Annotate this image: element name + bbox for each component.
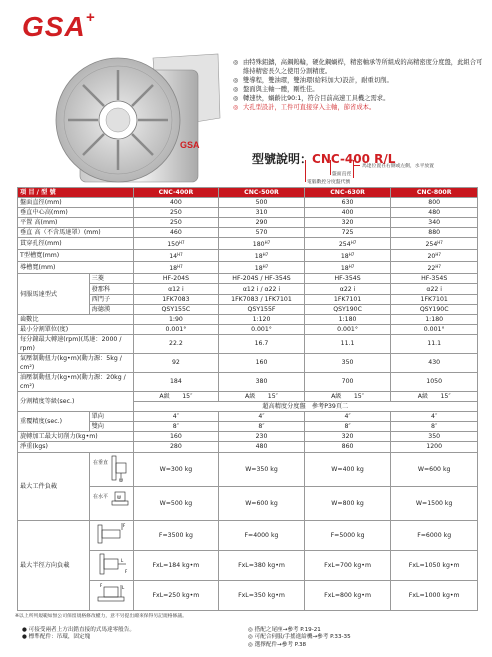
svg-text:W: W [116,494,121,500]
svg-text:L: L [121,584,124,590]
table-row: 雙向 8″ 8″ 8″ 8″ [18,422,478,432]
table-row: 盤面直徑(mm) 400 500 630 800 [18,198,478,208]
bullet-list-left: ● 可接受兩者上方出錯直接的式馬達零般告。 ● 標準配件：吊環，固定塊 [22,627,135,641]
model-note-diameter: 盤面直徑 [332,172,352,177]
product-badge: GSA [180,140,200,150]
table-row: 貫穿孔徑(mm) $150^{H7}$ $180^{H7}$ $254^{H7}$ $254^{H7}$ [18,238,478,250]
svg-text:L: L [120,557,123,563]
table-row: L F FxL=250 kg•m FxL=350 kg•m FxL=800 kg•m FxL=1000 kg•m [18,580,478,610]
feature-list [233,58,483,113]
feature-item: ◎ 轉速快，蝸齡比90:1，符合目前高速工具機之需求。 [233,94,483,103]
model-code: CNC-400 R/L [312,152,396,166]
table-row: 最小分割單位(度) 0.001° 0.001° 0.001° 0.001° [18,324,478,334]
table-row: 油壓制動扭力(kg•m)(動力源：20kg / cm²) 184 380 700 1050 [18,372,478,391]
svg-text:在水平: 在水平 [92,493,108,500]
table-row: 每分鐘最大轉速(rpm)(馬達：2000 / rpm) 22.2 16.7 11.1 11.1 [18,334,478,353]
feature-item: ◎ 由特殊鋁鑄，高鋼鎢輪，硬化鋼蝸桿，精密軸承等所組成的高精密度分度盤，此組合可維持精密長久之使用分割精度。 [233,58,483,76]
table-row: 淨重(kgs) 280 480 860 1200 [18,442,478,452]
table-row: 在水平 W W=500 kg W=600 kg W=800 kg W=1500 kg [18,486,478,520]
model-note-motor: 馬達位置在右側或左側，水平放置 [362,164,434,169]
model-note-code: 電腦數控分度盤代號 [307,180,351,185]
radial-force-diagram [89,520,133,550]
table-row: 平置 高(mm) 250 290 320 340 [18,218,478,228]
table-row: 發那科 α12 i α12 i / α22 i α22 i α22 i [18,284,478,294]
spec-table [17,187,478,611]
table-row: 氣壓制動扭力(kg•m)(動力源：5kg / cm²) 92 160 350 430 [18,353,478,372]
table-row: 旋轉加工最大切削力(kg•m) 160 230 320 350 [18,432,478,442]
table-row: 海德漢 QSY155C QSY155F QSY190C QSY190C [18,304,478,314]
gsa-logo: GSA+ [22,9,96,42]
table-row: 導槽寬(mm) $18^{H7}$ $18^{H7}$ $18^{H7}$ $22^{H7}$ [18,262,478,274]
feature-item: ◎ 盤面與主軸一體，剛性佳。 [233,85,483,94]
table-row: 垂直中心高(mm) 250 310 400 480 [18,208,478,218]
table-row: 西門子 1FK7083 1FK7083 / 1FK7101 1FK7101 1FK7101 [18,294,478,304]
feature-item: ◎ 雙導程，雙油環，雙油環(給料加大)設計，耐重切削。 [233,76,483,85]
moment-vertical-diagram [89,550,133,580]
table-row: 垂直 高（不含馬達罩）(mm) 460 570 725 880 [18,228,478,238]
svg-text:F: F [122,522,125,528]
svg-text:W: W [118,477,123,483]
table-row: 超高精度分度盤 參考P39頁二 [18,402,478,412]
bullet-list-right: ◎ 搭配之尾座→參考 P.19-21 ◎ 可配合伺服/手搖進給機→參考 P.33-35 ◎ 選擇配件→參考 P.38 [248,627,351,648]
feature-item: ◎ 大孔型設計，工件可直接穿入主軸，節省成本。 [233,103,483,112]
svg-text:F: F [99,582,102,588]
table-row: 分割精度等級(sec.) A級 15″ A級 15″ A級 15″ A級 15″ [18,391,478,401]
table-row: 最大工件負載 在垂直 W W=300 kg W=350 kg W=400 kg W=600 kg [18,452,478,486]
svg-text:在垂直: 在垂直 [92,459,108,466]
model-explanation: 型號說明：CNC-400 R/L [252,152,396,166]
table-row: 齒數比 1:90 1:120 1:180 1:180 [18,314,478,324]
table-row: 重覆精度(sec.) 單向 4″ 4″ 4″ 4″ [18,412,478,422]
rotary-table-photo [48,48,223,188]
svg-text:F: F [124,568,127,574]
table-header: 項 目 / 型 號 CNC-400R CNC-500R CNC-630R CNC-800R [18,188,478,198]
table-row: L F FxL=184 kg•m FxL=380 kg•m FxL=700 kg•m FxL=1050 kg•m [18,550,478,580]
table-row: T型槽寬(mm) $14^{H7}$ $18^{H7}$ $18^{H7}$ $20^{H7}$ [18,250,478,262]
horizontal-load-diagram [89,486,133,520]
vertical-load-diagram [89,452,133,486]
moment-horizontal-diagram [89,580,133,610]
table-row: 伺服馬達型式 三菱 HF-204S HF-204S / HF-354S HF-354S HF-354S [18,274,478,284]
table-row: 最大半徑方向負載 F F=3500 kg F=4000 kg F=5000 kg F=6000 kg [18,520,478,550]
footnote: ※以上所列規範如無公司保留規格修改權力，意不另提出爾來保得另記規格修議。 [15,614,187,619]
